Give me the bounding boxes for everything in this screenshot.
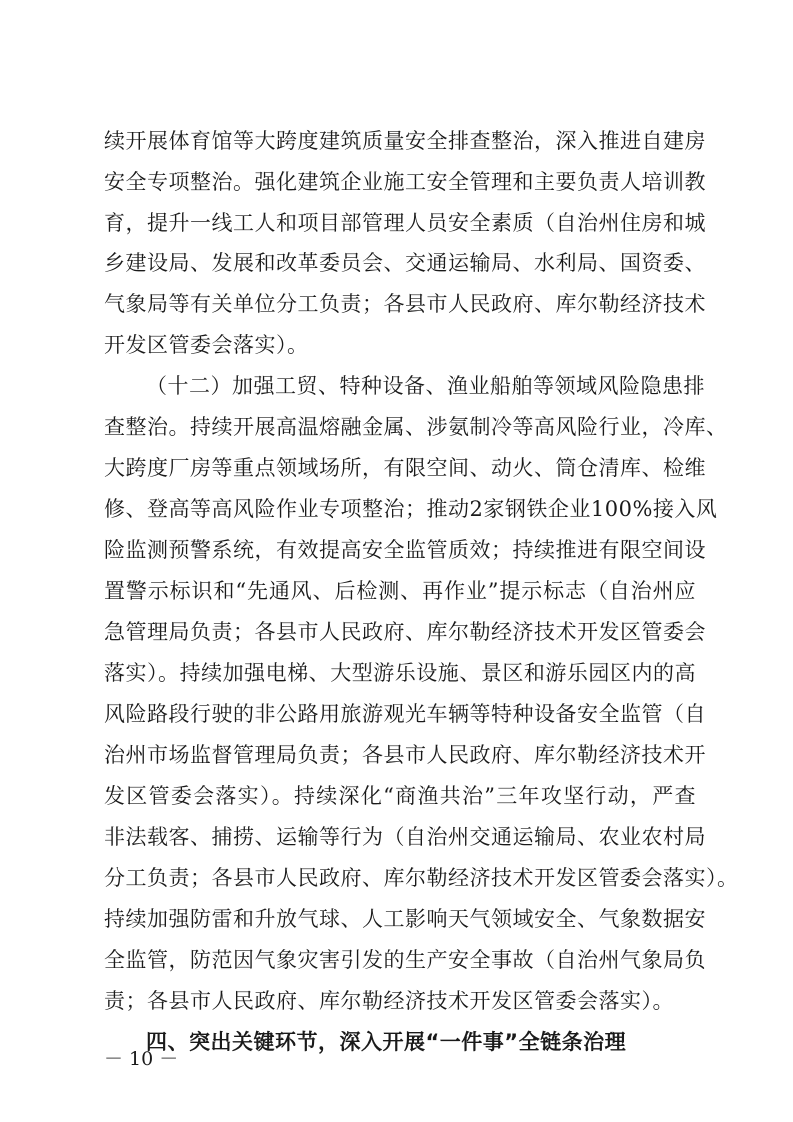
text-line: 开发区管委会落实）。 bbox=[104, 333, 309, 357]
page-number: － 10 － bbox=[104, 1048, 179, 1070]
text-line: 落实）。持续加强电梯、大型游乐设施、景区和游乐园区内的高 bbox=[104, 661, 696, 685]
text-line: 乡建设局、发展和改革委员会、交通运输局、水利局、国资委、 bbox=[104, 251, 706, 275]
text-line: 续开展体育馆等大跨度建筑质量安全排查整治，深入推进自建房 bbox=[104, 129, 706, 153]
text-line: 安全专项整治。强化建筑企业施工安全管理和主要负责人培训教 bbox=[104, 170, 706, 194]
text-line: 查整治。持续开展高温熔融金属、涉氨制冷等高风险行业，冷库、 bbox=[104, 415, 728, 439]
text-line: 置警示标识和“先通风、后检测、再作业”提示标志（自治州应 bbox=[104, 579, 696, 603]
text-line: 险监测预警系统，有效提高安全监管质效；持续推进有限空间设 bbox=[104, 538, 706, 562]
text-line: 全监管，防范因气象灾害引发的生产安全事故（自治州气象局负 bbox=[104, 948, 706, 972]
section-heading-line: （十二）加强工贸、特种设备、渔业船舶等领域风险隐患排 bbox=[146, 374, 705, 398]
text-line: 修、登高等高风险作业专项整治；推动2家钢铁企业100%接入风 bbox=[104, 497, 718, 521]
text-line: 急管理局负责；各县市人民政府、库尔勒经济技术开发区管委会 bbox=[104, 620, 706, 644]
text-line: 大跨度厂房等重点领域场所，有限空间、动火、筒仓清库、检维 bbox=[104, 456, 706, 480]
text-line: 发区管委会落实）。持续深化“商渔共治”三年攻坚行动，严查 bbox=[104, 784, 696, 808]
text-line: 风险路段行驶的非公路用旅游观光车辆等特种设备安全监管（自 bbox=[104, 702, 706, 726]
text-line: 持续加强防雷和升放气球、人工影响天气领域安全、气象数据安 bbox=[104, 907, 706, 931]
text-line: 治州市场监督管理局负责；各县市人民政府、库尔勒经济技术开 bbox=[104, 743, 706, 767]
text-line: 分工负责；各县市人民政府、库尔勒经济技术开发区管委会落实）。 bbox=[104, 866, 739, 890]
text-line: 非法载客、捕捞、运输等行为（自治州交通运输局、农业农村局 bbox=[104, 825, 706, 849]
text-line: 责；各县市人民政府、库尔勒经济技术开发区管委会落实）。 bbox=[104, 989, 674, 1013]
section-heading: 四、突出关键环节，深入开展“一件事”全链条治理 bbox=[146, 1030, 627, 1054]
text-line: 气象局等有关单位分工负责；各县市人民政府、库尔勒经济技术 bbox=[104, 292, 706, 316]
text-line: 育，提升一线工人和项目部管理人员安全素质（自治州住房和城 bbox=[104, 211, 706, 235]
